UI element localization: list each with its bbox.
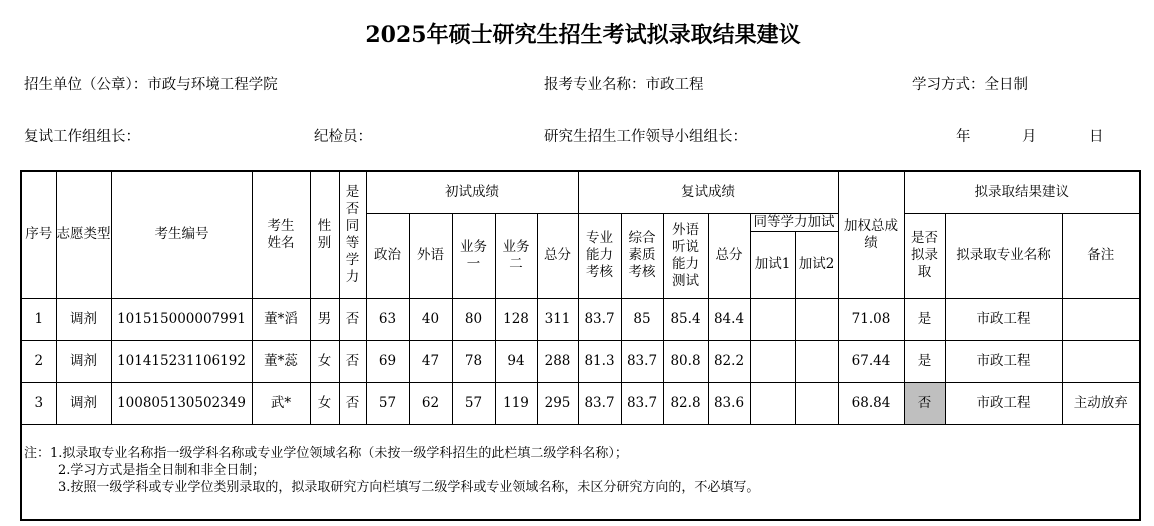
header-result: 拟录取结果建议 [904, 171, 1140, 213]
cell-gender: 女 [310, 340, 339, 382]
cell-admit: 是 [904, 340, 945, 382]
cell-subject1: 78 [452, 340, 495, 382]
cell-weighted: 68.84 [838, 382, 904, 424]
cell-remark [1062, 340, 1140, 382]
cell-initial-total: 295 [537, 382, 578, 424]
header-subject1: 业务一 [452, 213, 495, 298]
cell-gender: 男 [310, 298, 339, 340]
cell-name: 武* [252, 382, 310, 424]
date-month: 月 [1022, 129, 1037, 145]
cell-exam-no: 101515000007991 [111, 298, 252, 340]
header-retest: 复试成绩 [578, 171, 838, 213]
cell-quality: 85 [621, 298, 663, 340]
page-title: 2025年硕士研究生招生考试拟录取结果建议 [365, 22, 801, 48]
table-row [21, 298, 1140, 340]
header-gender: 性别 [310, 171, 339, 298]
date-year: 年 [956, 129, 971, 145]
applied-major: 报考专业名称：市政工程 [544, 77, 704, 93]
cell-exam-no: 100805130502349 [111, 382, 252, 424]
cell-admit-major: 市政工程 [945, 298, 1062, 340]
header-listening: 外语听说能力测试 [663, 213, 708, 298]
cell-politics: 69 [366, 340, 409, 382]
cell-weighted: 67.44 [838, 340, 904, 382]
header-extra1: 加试1 [750, 231, 795, 298]
cell-seq: 3 [21, 382, 56, 424]
cell-quality: 83.7 [621, 382, 663, 424]
notes [21, 424, 1140, 520]
cell-type: 调剂 [56, 382, 111, 424]
note-2: 2.学习方式是指全日制和非全日制； [58, 462, 266, 478]
cell-initial-total: 311 [537, 298, 578, 340]
cell-foreign: 47 [409, 340, 452, 382]
header-politics: 政治 [366, 213, 409, 298]
cell-admit-major: 市政工程 [945, 382, 1062, 424]
header-name: 考生姓名 [252, 171, 310, 298]
cell-admit-major: 市政工程 [945, 340, 1062, 382]
cell-professional: 81.3 [578, 340, 621, 382]
table-row [21, 382, 1140, 424]
cell-quality: 83.7 [621, 340, 663, 382]
header-foreign: 外语 [409, 213, 452, 298]
cell-equiv: 否 [339, 298, 366, 340]
cell-equiv: 否 [339, 340, 366, 382]
cell-seq: 2 [21, 340, 56, 382]
header-retest-total: 总分 [708, 213, 750, 298]
cell-professional: 83.7 [578, 298, 621, 340]
cell-extra1 [750, 340, 795, 382]
cell-type: 调剂 [56, 298, 111, 340]
header-initial: 初试成绩 [366, 171, 578, 213]
table-row [21, 340, 1140, 382]
admission-table [20, 170, 1141, 521]
cell-extra2 [795, 340, 838, 382]
cell-admit: 是 [904, 298, 945, 340]
header-admit: 是否拟录取 [904, 213, 945, 298]
header-extra2: 加试2 [795, 231, 838, 298]
header-seq: 序号 [21, 171, 56, 298]
cell-politics: 63 [366, 298, 409, 340]
admission-unit: 招生单位（公章）：市政与环境工程学院 [24, 77, 278, 93]
header-professional: 专业能力考核 [578, 213, 621, 298]
cell-extra1 [750, 298, 795, 340]
note-1: 注：1.拟录取专业名称指一级学科名称或专业学位领域名称（未按一级学科招生的此栏填二级学科名称）； [24, 445, 628, 461]
study-mode: 学习方式：全日制 [912, 77, 1028, 93]
header-admit-major: 拟录取专业名称 [945, 213, 1062, 298]
header-remark: 备注 [1062, 213, 1140, 298]
retest-group-leader: 复试工作组组长： [24, 129, 140, 145]
cell-remark: 主动放弃 [1062, 382, 1140, 424]
cell-retest-total: 82.2 [708, 340, 750, 382]
cell-professional: 83.7 [578, 382, 621, 424]
header-subject2: 业务二 [495, 213, 537, 298]
cell-retest-total: 84.4 [708, 298, 750, 340]
header-quality: 综合素质考核 [621, 213, 663, 298]
cell-extra1 [750, 382, 795, 424]
header-weighted: 加权总成绩 [838, 171, 904, 298]
note-3: 3.按照一级学科或专业学位类别录取的，拟录取研究方向栏填写二级学科或专业领域名称，未区分研究方向的，不必填写。 [58, 479, 760, 495]
cell-weighted: 71.08 [838, 298, 904, 340]
cell-admit: 否 [904, 382, 945, 424]
date-day: 日 [1089, 129, 1104, 145]
cell-retest-total: 83.6 [708, 382, 750, 424]
cell-foreign: 40 [409, 298, 452, 340]
cell-initial-total: 288 [537, 340, 578, 382]
cell-remark [1062, 298, 1140, 340]
cell-name: 董*蕊 [252, 340, 310, 382]
cell-subject2: 94 [495, 340, 537, 382]
header-exam-no: 考生编号 [111, 171, 252, 298]
header-equiv: 是否同等学力 [339, 171, 366, 298]
header-initial-total: 总分 [537, 213, 578, 298]
cell-type: 调剂 [56, 340, 111, 382]
cell-listening: 85.4 [663, 298, 708, 340]
cell-exam-no: 101415231106192 [111, 340, 252, 382]
cell-gender: 女 [310, 382, 339, 424]
cell-extra2 [795, 298, 838, 340]
cell-subject1: 57 [452, 382, 495, 424]
cell-seq: 1 [21, 298, 56, 340]
cell-equiv: 否 [339, 382, 366, 424]
discipline-inspector: 纪检员： [314, 129, 372, 145]
cell-politics: 57 [366, 382, 409, 424]
cell-listening: 80.8 [663, 340, 708, 382]
cell-foreign: 62 [409, 382, 452, 424]
cell-subject1: 80 [452, 298, 495, 340]
cell-extra2 [795, 382, 838, 424]
cell-subject2: 128 [495, 298, 537, 340]
header-extra: 同等学力加试 [750, 213, 838, 231]
cell-listening: 82.8 [663, 382, 708, 424]
cell-subject2: 119 [495, 382, 537, 424]
cell-name: 董*滔 [252, 298, 310, 340]
header-type: 志愿类型 [56, 171, 111, 298]
admission-leader: 研究生招生工作领导小组组长： [544, 129, 747, 145]
